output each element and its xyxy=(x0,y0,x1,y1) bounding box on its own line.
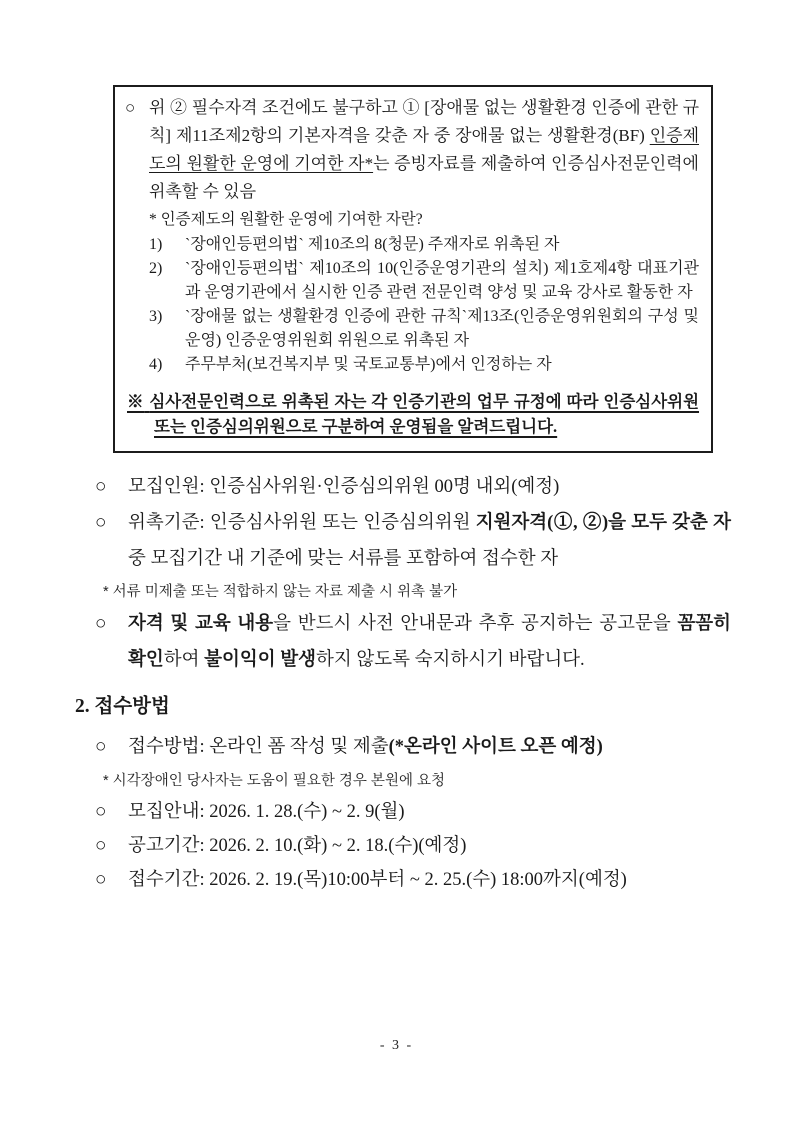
bullet-recruit-count xyxy=(95,469,731,505)
method-bold: (*온라인 사이트 오픈 예정) xyxy=(388,737,603,757)
bullet-text: 공고기간: 2026. 2. 10.(화) ~ 2. 18.(수)(예정) xyxy=(128,836,467,856)
box-list-item-4 xyxy=(149,353,699,377)
method-footnote: * 시각장애인 당사자는 도움이 필요한 경우 본원에 요청 xyxy=(103,773,445,789)
bullet-text: 모집안내: 2026. 1. 28.(수) ~ 2. 9(월) xyxy=(128,802,405,822)
bullet-announce-period xyxy=(95,829,743,863)
method-lead: 접수방법: 온라인 폼 작성 및 제출 xyxy=(128,737,389,757)
box-footnote-question: * 인증제도의 원활한 운영에 기여한 자란? xyxy=(149,211,423,228)
notice-bold-1: 자격 및 교육 내용 xyxy=(128,614,274,634)
bullet-text: 접수기간: 2026. 2. 19.(목)10:00부터 ~ 2. 25.(수) 18:00까지(예정) xyxy=(128,870,627,890)
circle-bullet-icon: ○ xyxy=(95,512,107,533)
box-warning-text: 심사전문인력으로 위촉된 자는 각 인증기관의 업무 규정에 따라 인증심사위원 또는 인증심의위원으로 구분하여 운영됨을 알려드립니다. xyxy=(149,392,700,436)
circle-bullet-icon: ○ xyxy=(95,736,107,757)
box-paragraph-tail: 는 증빙자료를 제출하여 인증심사전문인력에 위촉할 수 있음 xyxy=(149,154,699,201)
section-heading: 2. 접수방법 xyxy=(75,696,170,717)
notice-text-1: 을 반드시 사전 안내문과 추후 공지하는 공고문을 xyxy=(273,614,678,634)
box-paragraph-text xyxy=(149,94,699,206)
criteria-lead: 위촉기준: 인증심사위원 또는 인증심의위원 xyxy=(128,513,476,533)
notice-bold-3: 불이익이 발생 xyxy=(204,650,316,670)
bullet-apply-method xyxy=(95,728,743,766)
bullet-text xyxy=(128,606,731,678)
box-paragraph xyxy=(125,94,699,206)
reference-mark-icon: ※ xyxy=(127,392,145,411)
item-number: 4) xyxy=(149,356,163,373)
notice-text-3: 하지 않도록 숙지하시기 바랍니다. xyxy=(315,650,585,670)
item-number: 1) xyxy=(149,236,163,253)
criteria-footnote: * 서류 미제출 또는 적합하지 않는 자료 제출 시 위촉 불가 xyxy=(103,584,458,600)
circle-bullet-icon: ○ xyxy=(95,869,107,890)
bullet-text xyxy=(128,505,731,577)
box-warning-note xyxy=(127,389,699,439)
circle-bullet-icon: ○ xyxy=(95,476,107,497)
box-list-item-3 xyxy=(149,305,699,353)
eligibility-exception-box xyxy=(113,85,713,453)
item-text: 주무부처(보건복지부 및 국토교통부)에서 인정하는 자 xyxy=(185,356,552,373)
bullet-notice xyxy=(95,606,731,678)
box-paragraph-underlined: 인증제도의 원활한 운영에 기여한 자* xyxy=(149,126,699,173)
item-text: `장애물 없는 생활환경 인증에 관한 규칙`제13조(인증운영위원회의 구성 및 운영) 인증운영위원회 위원으로 위촉된 자 xyxy=(185,308,699,349)
bullet-criteria xyxy=(95,505,731,577)
item-number: 3) xyxy=(149,308,163,325)
bullet-apply-period xyxy=(95,863,743,897)
criteria-tail: 중 모집기간 내 기준에 맞는 서류를 포함하여 접수한 자 xyxy=(128,549,559,569)
box-paragraph-lead: 위 ② 필수자격 조건에도 불구하고 ① [장애물 없는 생활환경 인증에 관한 규칙] 제11조제2항의 기본자격을 갖춘 자 중 장애물 없는 생활환경(BF) xyxy=(149,98,699,145)
notice-text-2: 하여 xyxy=(163,650,205,670)
page-number: - 3 - xyxy=(379,1038,414,1053)
circle-bullet-icon: ○ xyxy=(95,613,107,634)
circle-bullet-icon: ○ xyxy=(95,801,107,822)
circle-bullet-icon: ○ xyxy=(95,835,107,856)
item-text: `장애인등편의법` 제10조의 8(청문) 주재자로 위촉된 자 xyxy=(185,236,560,253)
circle-bullet-icon: ○ xyxy=(125,98,136,117)
criteria-bold: 지원자격(①, ②)을 모두 갖춘 자 xyxy=(475,513,731,533)
bullet-text xyxy=(128,728,743,766)
bullet-guide-period xyxy=(95,795,743,829)
bullet-text: 모집인원: 인증심사위원·인증심의위원 00명 내외(예정) xyxy=(128,477,560,497)
box-list-item-1 xyxy=(149,233,699,257)
notice-bold-2: 꼼꼼히 확인 xyxy=(128,614,731,670)
box-list-item-2 xyxy=(149,257,699,305)
section2-bullet-list xyxy=(95,728,743,897)
item-text: `장애인등편의법` 제10조의 10(인증운영기관의 설치) 제1호제4항 대표기관과 운영기관에서 실시한 인증 관련 전문인력 양성 및 교육 강사로 활동한 자 xyxy=(185,260,699,301)
item-number: 2) xyxy=(149,260,163,277)
bullet-list xyxy=(95,469,731,678)
